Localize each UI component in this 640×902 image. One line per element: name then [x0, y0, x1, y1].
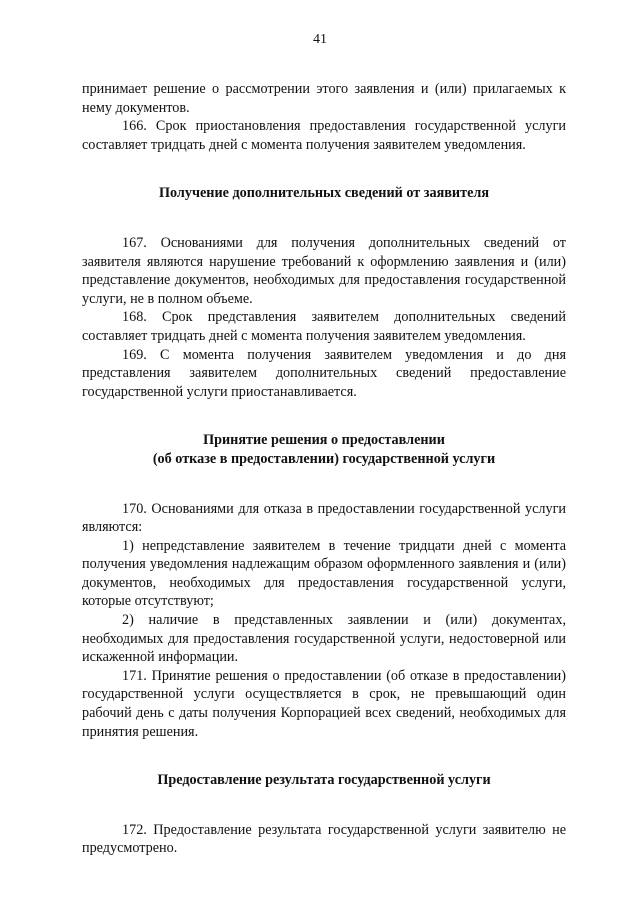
heading-line: Принятие решения о предоставлении — [203, 432, 445, 449]
paragraph-168: 168. Срок представления заявителем дополнительных сведений составляет тридцать дней с момента получения заявителем уведомления. — [82, 309, 566, 344]
section-heading-result — [82, 771, 566, 790]
paragraph-170: 170. Основаниями для отказа в предоставлении государственной услуги являются: — [82, 500, 566, 536]
paragraph-172: 172. Предоставление результата государственной услуги заявителю не предусмотрено. — [82, 821, 566, 857]
paragraph-169: 169. С момента получения заявителем уведомления и до дня представления заявителем дополнительных сведений предоставление государственной услуги приостанавливается. — [82, 346, 566, 400]
heading-line: Получение дополнительных сведений от заявителя — [158, 185, 489, 202]
heading-line: Предоставление результата государственной услуги — [157, 772, 491, 789]
paragraph-171: 171. Принятие решения о предоставлении (об отказе в предоставлении) государственной услуги осуществляется в срок, не превышающий один рабочий день с даты получения Корпорацией всех сведений, необходимых для принятия решения. — [82, 667, 566, 740]
section-heading-decision — [82, 431, 566, 468]
paragraph-166: 166. Срок приостановления предоставления государственной услуги составляет тридцать дней с момента получения заявителем уведомления. — [82, 118, 566, 153]
paragraph-continuation: принимает решение о рассмотрении этого заявления и (или) прилагаемых к нему документов. — [82, 81, 566, 116]
paragraph-170-item-2: 2) наличие в представленных заявлении и (или) документах, необходимых для предоставления государственной услуги, недостоверной или искаженной информации. — [82, 612, 566, 666]
section-heading-additional-info — [82, 184, 566, 203]
paragraph-167: 167. Основаниями для получения дополнительных сведений от заявителя являются нарушение требований к оформлению заявления и (или) представление документов, необходимых для предоставления государственной услуги, не в полном объеме. — [82, 234, 566, 307]
paragraph-170-item-1: 1) непредставление заявителем в течение тридцати дней с момента получения уведомления надлежащим образом оформленного заявления и (или) документов, необходимых для предоставления государственной услуги, которые отсутствуют; — [82, 537, 566, 610]
page-number: 41 — [313, 32, 327, 47]
heading-line: (об отказе в предоставлении) государственной услуги — [152, 450, 496, 467]
document-body — [82, 80, 566, 858]
